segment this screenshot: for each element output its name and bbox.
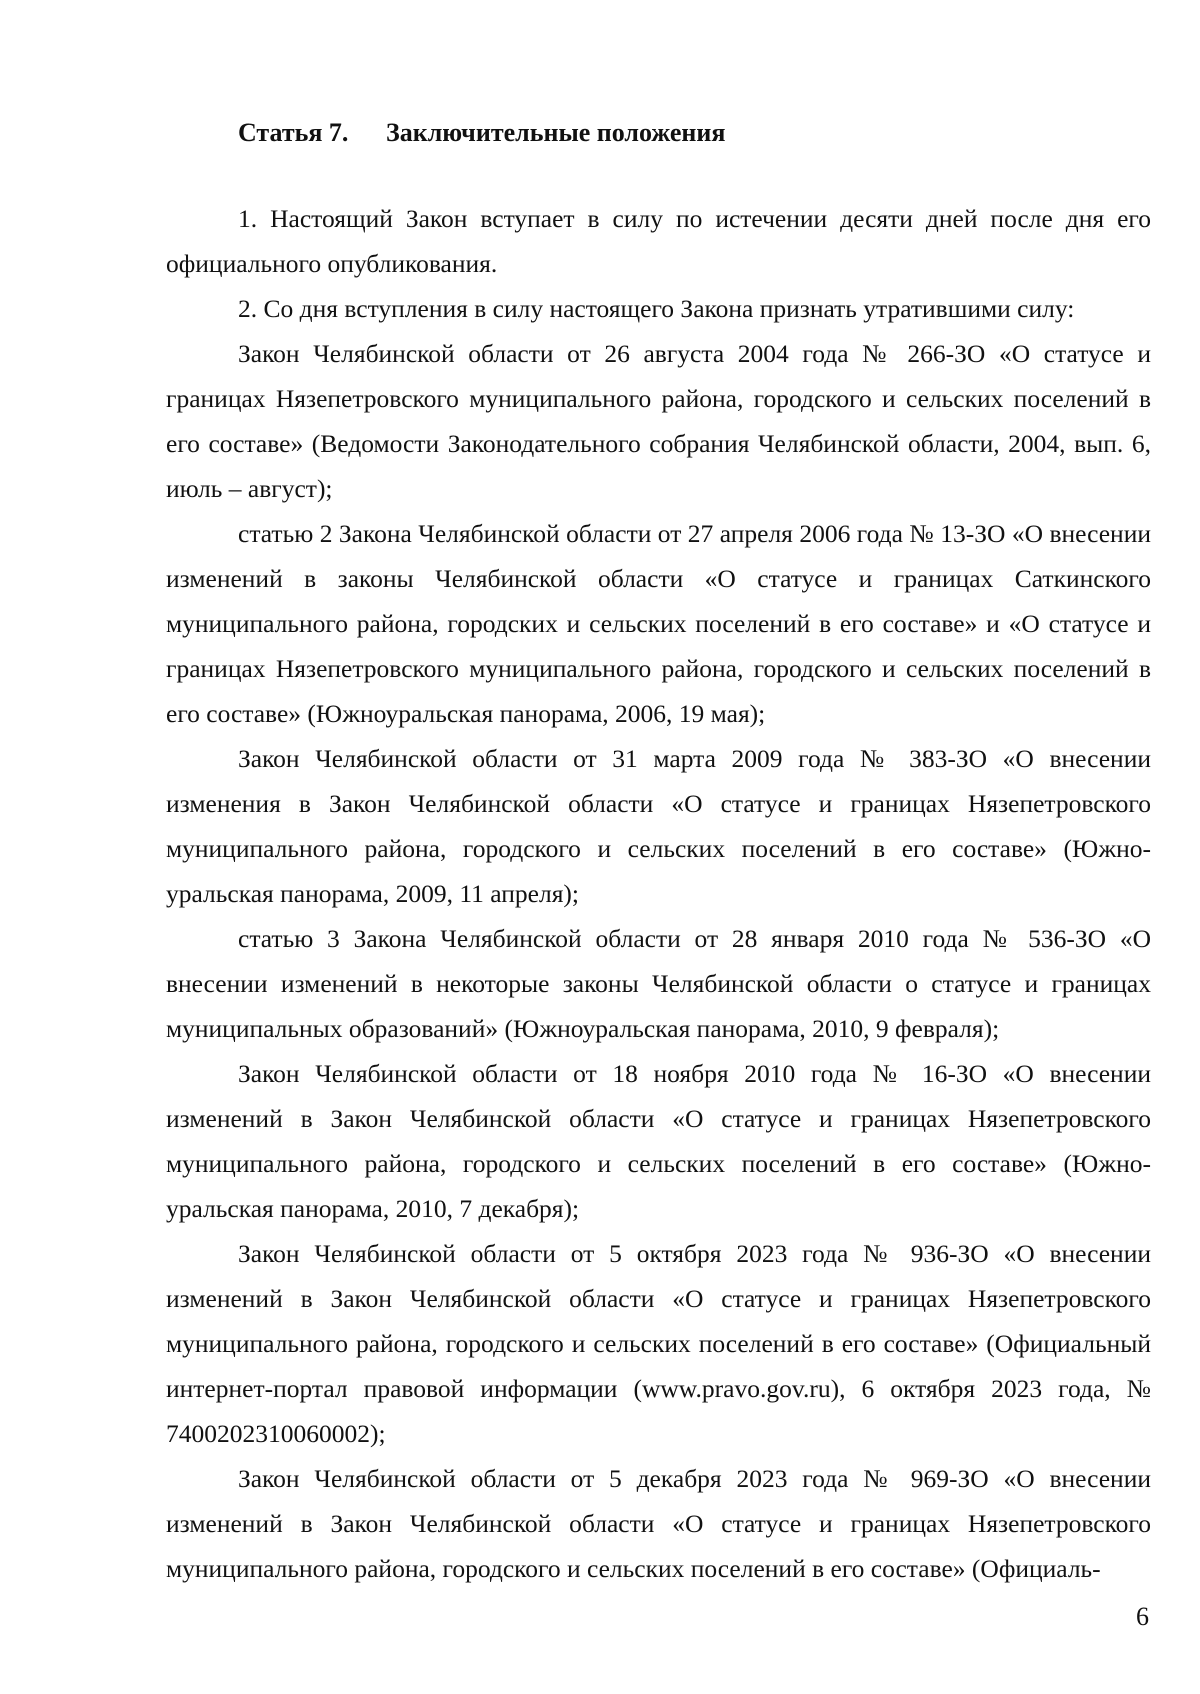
paragraph: статью 3 Закона Челябинской области от 28 января 2010 года № 536-ЗО «О внесении изменений в некоторые законы Челябинской области о статусе и границах муниципальных образований» (Южноуральская панорама, 2010, 9 февраля);	[166, 924, 1151, 1043]
paragraph: статью 2 Закона Челябинской области от 27 апреля 2006 года № 13-ЗО «О внесении изменений в законы Челябинской области «О статусе и границах Саткинского муниципального района, городских и сельских поселений в его составе» и «О статусе и границах Нязепетровского муниципального района, городского и сельских поселений в его составе» (Южноуральская панорама, 2006, 19 мая);	[166, 519, 1151, 728]
article-heading	[238, 118, 725, 148]
article-title: Заключительные положения	[386, 118, 726, 147]
paragraph: Закон Челябинской области от 26 августа 2004 года № 266-ЗО «О статусе и границах Нязепетровского муниципального района, городского и сельских поселений в его составе» (Ведомости Законодательного собрания Челябинской области, 2004, вып. 6, июль – август);	[166, 339, 1151, 503]
page-number: 6	[1136, 1602, 1149, 1631]
paragraph: Закон Челябинской области от 5 декабря 2023 года № 969-ЗО «О внесении изменений в Закон Челябинской области «О статусе и границах Нязепетровского муниципального района, городского и сельских поселений в его составе» (Официаль-	[166, 1464, 1151, 1583]
paragraph: Закон Челябинской области от 31 марта 2009 года № 383-ЗО «О внесении изменения в Закон Челябинской области «О статусе и границах Нязепетровского муниципального района, городского и сельских поселений в его составе» (Южноуральская панорама, 2009, 11 апреля);	[166, 744, 1151, 908]
paragraph: Закон Челябинской области от 18 ноября 2010 года № 16-ЗО «О внесении изменений в Закон Челябинской области «О статусе и границах Нязепетровского муниципального района, городского и сельских поселений в его составе» (Южноуральская панорама, 2010, 7 декабря);	[166, 1059, 1151, 1223]
article-body	[166, 196, 1151, 1591]
article-number: Статья 7.	[238, 118, 349, 147]
paragraph: Закон Челябинской области от 5 октября 2023 года № 936-ЗО «О внесении изменений в Закон Челябинской области «О статусе и границах Нязепетровского муниципального района, городского и сельских поселений в его составе» (Официальный интернет-портал правовой информации (www.pravo.gov.ru), 6 октября 2023 года, № 7400202310060002);	[166, 1239, 1151, 1448]
paragraph: 2. Со дня вступления в силу настоящего Закона признать утратившими силу:	[238, 294, 1075, 323]
paragraph: 1. Настоящий Закон вступает в силу по истечении десяти дней после дня его официального опубликования.	[166, 204, 1151, 278]
